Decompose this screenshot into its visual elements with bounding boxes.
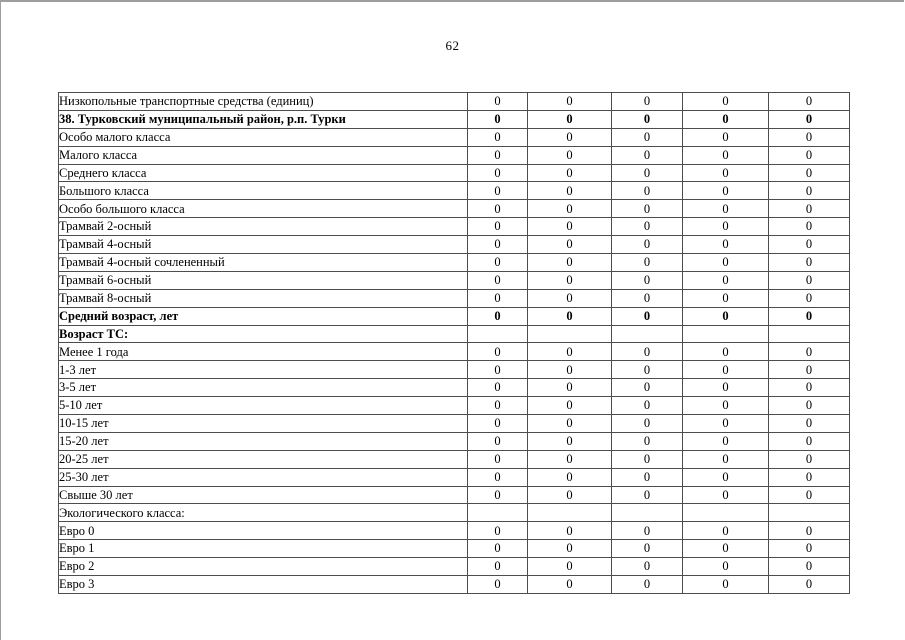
value-cell: 0: [612, 522, 683, 540]
value-cell: 0: [468, 164, 528, 182]
value-cell: [769, 504, 850, 522]
value-cell: 0: [769, 236, 850, 254]
table-row: [59, 93, 850, 111]
value-cell: 0: [612, 343, 683, 361]
value-cell: 0: [769, 110, 850, 128]
value-cell: 0: [683, 522, 769, 540]
value-cell: 0: [769, 271, 850, 289]
value-cell: 0: [528, 576, 612, 594]
value-cell: 0: [683, 415, 769, 433]
value-cell: [612, 504, 683, 522]
value-cell: 0: [612, 558, 683, 576]
value-cell: 0: [468, 93, 528, 111]
value-cell: 0: [468, 271, 528, 289]
value-cell: [468, 504, 528, 522]
value-cell: 0: [683, 432, 769, 450]
table-row: [59, 110, 850, 128]
value-cell: 0: [612, 415, 683, 433]
row-label-cell: 25-30 лет: [59, 468, 468, 486]
value-cell: 0: [468, 110, 528, 128]
row-label-cell: Экологического класса:: [59, 504, 468, 522]
row-label-cell: Евро 3: [59, 576, 468, 594]
table-row: [59, 343, 850, 361]
value-cell: 0: [769, 576, 850, 594]
row-label-cell: Евро 1: [59, 540, 468, 558]
statistics-table: [58, 92, 850, 594]
value-cell: 0: [612, 486, 683, 504]
row-label-cell: Трамвай 8-осный: [59, 289, 468, 307]
value-cell: 0: [769, 182, 850, 200]
row-label-cell: Возраст ТС:: [59, 325, 468, 343]
value-cell: 0: [468, 218, 528, 236]
value-cell: 0: [528, 271, 612, 289]
value-cell: 0: [528, 218, 612, 236]
value-cell: 0: [468, 576, 528, 594]
value-cell: 0: [468, 289, 528, 307]
value-cell: 0: [769, 343, 850, 361]
value-cell: 0: [528, 558, 612, 576]
value-cell: [528, 325, 612, 343]
value-cell: 0: [683, 271, 769, 289]
value-cell: 0: [769, 289, 850, 307]
value-cell: 0: [769, 93, 850, 111]
value-cell: [612, 325, 683, 343]
value-cell: 0: [612, 432, 683, 450]
value-cell: 0: [612, 93, 683, 111]
row-label-cell: 20-25 лет: [59, 450, 468, 468]
value-cell: 0: [769, 558, 850, 576]
table-row: [59, 379, 850, 397]
row-label-cell: Большого класса: [59, 182, 468, 200]
table-row: [59, 450, 850, 468]
value-cell: 0: [468, 558, 528, 576]
value-cell: 0: [528, 289, 612, 307]
table-row: [59, 468, 850, 486]
table-row: [59, 200, 850, 218]
value-cell: 0: [683, 146, 769, 164]
value-cell: 0: [528, 128, 612, 146]
table-row: [59, 164, 850, 182]
value-cell: [683, 325, 769, 343]
row-label-cell: Трамвай 2-осный: [59, 218, 468, 236]
value-cell: 0: [769, 218, 850, 236]
value-cell: 0: [769, 379, 850, 397]
table-body: [59, 93, 850, 594]
value-cell: 0: [612, 128, 683, 146]
value-cell: [468, 325, 528, 343]
row-label-cell: Среднего класса: [59, 164, 468, 182]
value-cell: 0: [468, 307, 528, 325]
table-row: [59, 325, 850, 343]
row-label-cell: Евро 2: [59, 558, 468, 576]
value-cell: 0: [528, 486, 612, 504]
value-cell: 0: [528, 200, 612, 218]
value-cell: 0: [683, 128, 769, 146]
value-cell: 0: [528, 450, 612, 468]
value-cell: 0: [683, 397, 769, 415]
value-cell: 0: [468, 361, 528, 379]
value-cell: 0: [528, 361, 612, 379]
table-row: [59, 415, 850, 433]
value-cell: 0: [612, 540, 683, 558]
value-cell: 0: [683, 486, 769, 504]
row-label-cell: Малого класса: [59, 146, 468, 164]
value-cell: 0: [769, 200, 850, 218]
value-cell: 0: [528, 164, 612, 182]
table-row: [59, 397, 850, 415]
value-cell: 0: [683, 182, 769, 200]
value-cell: 0: [468, 200, 528, 218]
value-cell: 0: [683, 379, 769, 397]
table-row: [59, 504, 850, 522]
value-cell: 0: [769, 415, 850, 433]
value-cell: 0: [683, 289, 769, 307]
row-label-cell: Низкопольные транспортные средства (единиц): [59, 93, 468, 111]
value-cell: 0: [612, 271, 683, 289]
value-cell: 0: [683, 558, 769, 576]
row-label-cell: Менее 1 года: [59, 343, 468, 361]
value-cell: 0: [468, 379, 528, 397]
value-cell: 0: [528, 93, 612, 111]
value-cell: 0: [468, 450, 528, 468]
value-cell: 0: [612, 218, 683, 236]
value-cell: 0: [683, 307, 769, 325]
table-row: [59, 236, 850, 254]
value-cell: 0: [528, 379, 612, 397]
table-row: [59, 432, 850, 450]
table-row: [59, 486, 850, 504]
table-row: [59, 218, 850, 236]
value-cell: 0: [528, 254, 612, 272]
table-row: [59, 289, 850, 307]
value-cell: 0: [612, 200, 683, 218]
value-cell: 0: [683, 540, 769, 558]
table-row: [59, 576, 850, 594]
table-row: [59, 146, 850, 164]
row-label-cell: Трамвай 4-осный: [59, 236, 468, 254]
value-cell: 0: [612, 236, 683, 254]
table-row: [59, 271, 850, 289]
value-cell: 0: [528, 522, 612, 540]
value-cell: 0: [468, 486, 528, 504]
value-cell: 0: [528, 236, 612, 254]
value-cell: 0: [468, 522, 528, 540]
value-cell: 0: [769, 468, 850, 486]
row-label-cell: 3-5 лет: [59, 379, 468, 397]
page-number: 62: [445, 38, 460, 53]
value-cell: 0: [769, 522, 850, 540]
value-cell: 0: [612, 379, 683, 397]
row-label-cell: Евро 0: [59, 522, 468, 540]
value-cell: 0: [528, 146, 612, 164]
value-cell: 0: [612, 307, 683, 325]
row-label-cell: 1-3 лет: [59, 361, 468, 379]
row-label-cell: Свыше 30 лет: [59, 486, 468, 504]
value-cell: 0: [612, 164, 683, 182]
row-label-cell: Трамвай 6-осный: [59, 271, 468, 289]
value-cell: 0: [468, 343, 528, 361]
value-cell: 0: [769, 540, 850, 558]
value-cell: 0: [769, 486, 850, 504]
value-cell: 0: [769, 128, 850, 146]
value-cell: 0: [683, 468, 769, 486]
value-cell: 0: [468, 468, 528, 486]
value-cell: 0: [683, 343, 769, 361]
value-cell: 0: [528, 432, 612, 450]
value-cell: 0: [612, 110, 683, 128]
value-cell: 0: [468, 236, 528, 254]
value-cell: [528, 504, 612, 522]
value-cell: [769, 325, 850, 343]
value-cell: 0: [528, 397, 612, 415]
value-cell: 0: [612, 182, 683, 200]
value-cell: 0: [468, 182, 528, 200]
value-cell: 0: [769, 164, 850, 182]
value-cell: 0: [528, 182, 612, 200]
row-label-cell: 15-20 лет: [59, 432, 468, 450]
row-label-cell: 10-15 лет: [59, 415, 468, 433]
value-cell: 0: [612, 576, 683, 594]
value-cell: 0: [528, 110, 612, 128]
value-cell: 0: [528, 415, 612, 433]
row-label-cell: Средний возраст, лет: [59, 307, 468, 325]
value-cell: 0: [612, 397, 683, 415]
row-label-cell: Особо малого класса: [59, 128, 468, 146]
table-row: [59, 128, 850, 146]
value-cell: 0: [683, 164, 769, 182]
value-cell: 0: [528, 468, 612, 486]
value-cell: 0: [769, 146, 850, 164]
value-cell: 0: [468, 128, 528, 146]
value-cell: 0: [612, 254, 683, 272]
value-cell: 0: [769, 397, 850, 415]
value-cell: 0: [683, 236, 769, 254]
value-cell: 0: [683, 218, 769, 236]
row-label-cell: Особо большого класса: [59, 200, 468, 218]
row-label-cell: 38. Турковский муниципальный район, р.п. Турки: [59, 110, 468, 128]
value-cell: 0: [683, 254, 769, 272]
table-row: [59, 522, 850, 540]
value-cell: 0: [468, 540, 528, 558]
value-cell: 0: [528, 307, 612, 325]
value-cell: 0: [612, 361, 683, 379]
value-cell: 0: [683, 93, 769, 111]
value-cell: 0: [612, 289, 683, 307]
value-cell: 0: [528, 540, 612, 558]
value-cell: 0: [769, 307, 850, 325]
value-cell: 0: [468, 397, 528, 415]
row-label-cell: Трамвай 4-осный сочлененный: [59, 254, 468, 272]
table-row: [59, 182, 850, 200]
value-cell: 0: [468, 146, 528, 164]
value-cell: 0: [683, 576, 769, 594]
table-row: [59, 307, 850, 325]
value-cell: 0: [612, 146, 683, 164]
table-row: [59, 558, 850, 576]
value-cell: 0: [612, 450, 683, 468]
value-cell: 0: [468, 254, 528, 272]
value-cell: 0: [769, 361, 850, 379]
value-cell: [683, 504, 769, 522]
value-cell: 0: [683, 200, 769, 218]
table-row: [59, 540, 850, 558]
value-cell: 0: [683, 361, 769, 379]
value-cell: 0: [769, 432, 850, 450]
value-cell: 0: [612, 468, 683, 486]
value-cell: 0: [468, 432, 528, 450]
value-cell: 0: [528, 343, 612, 361]
value-cell: 0: [683, 450, 769, 468]
value-cell: 0: [468, 415, 528, 433]
value-cell: 0: [769, 254, 850, 272]
value-cell: 0: [683, 110, 769, 128]
table-row: [59, 361, 850, 379]
row-label-cell: 5-10 лет: [59, 397, 468, 415]
value-cell: 0: [769, 450, 850, 468]
table-row: [59, 254, 850, 272]
